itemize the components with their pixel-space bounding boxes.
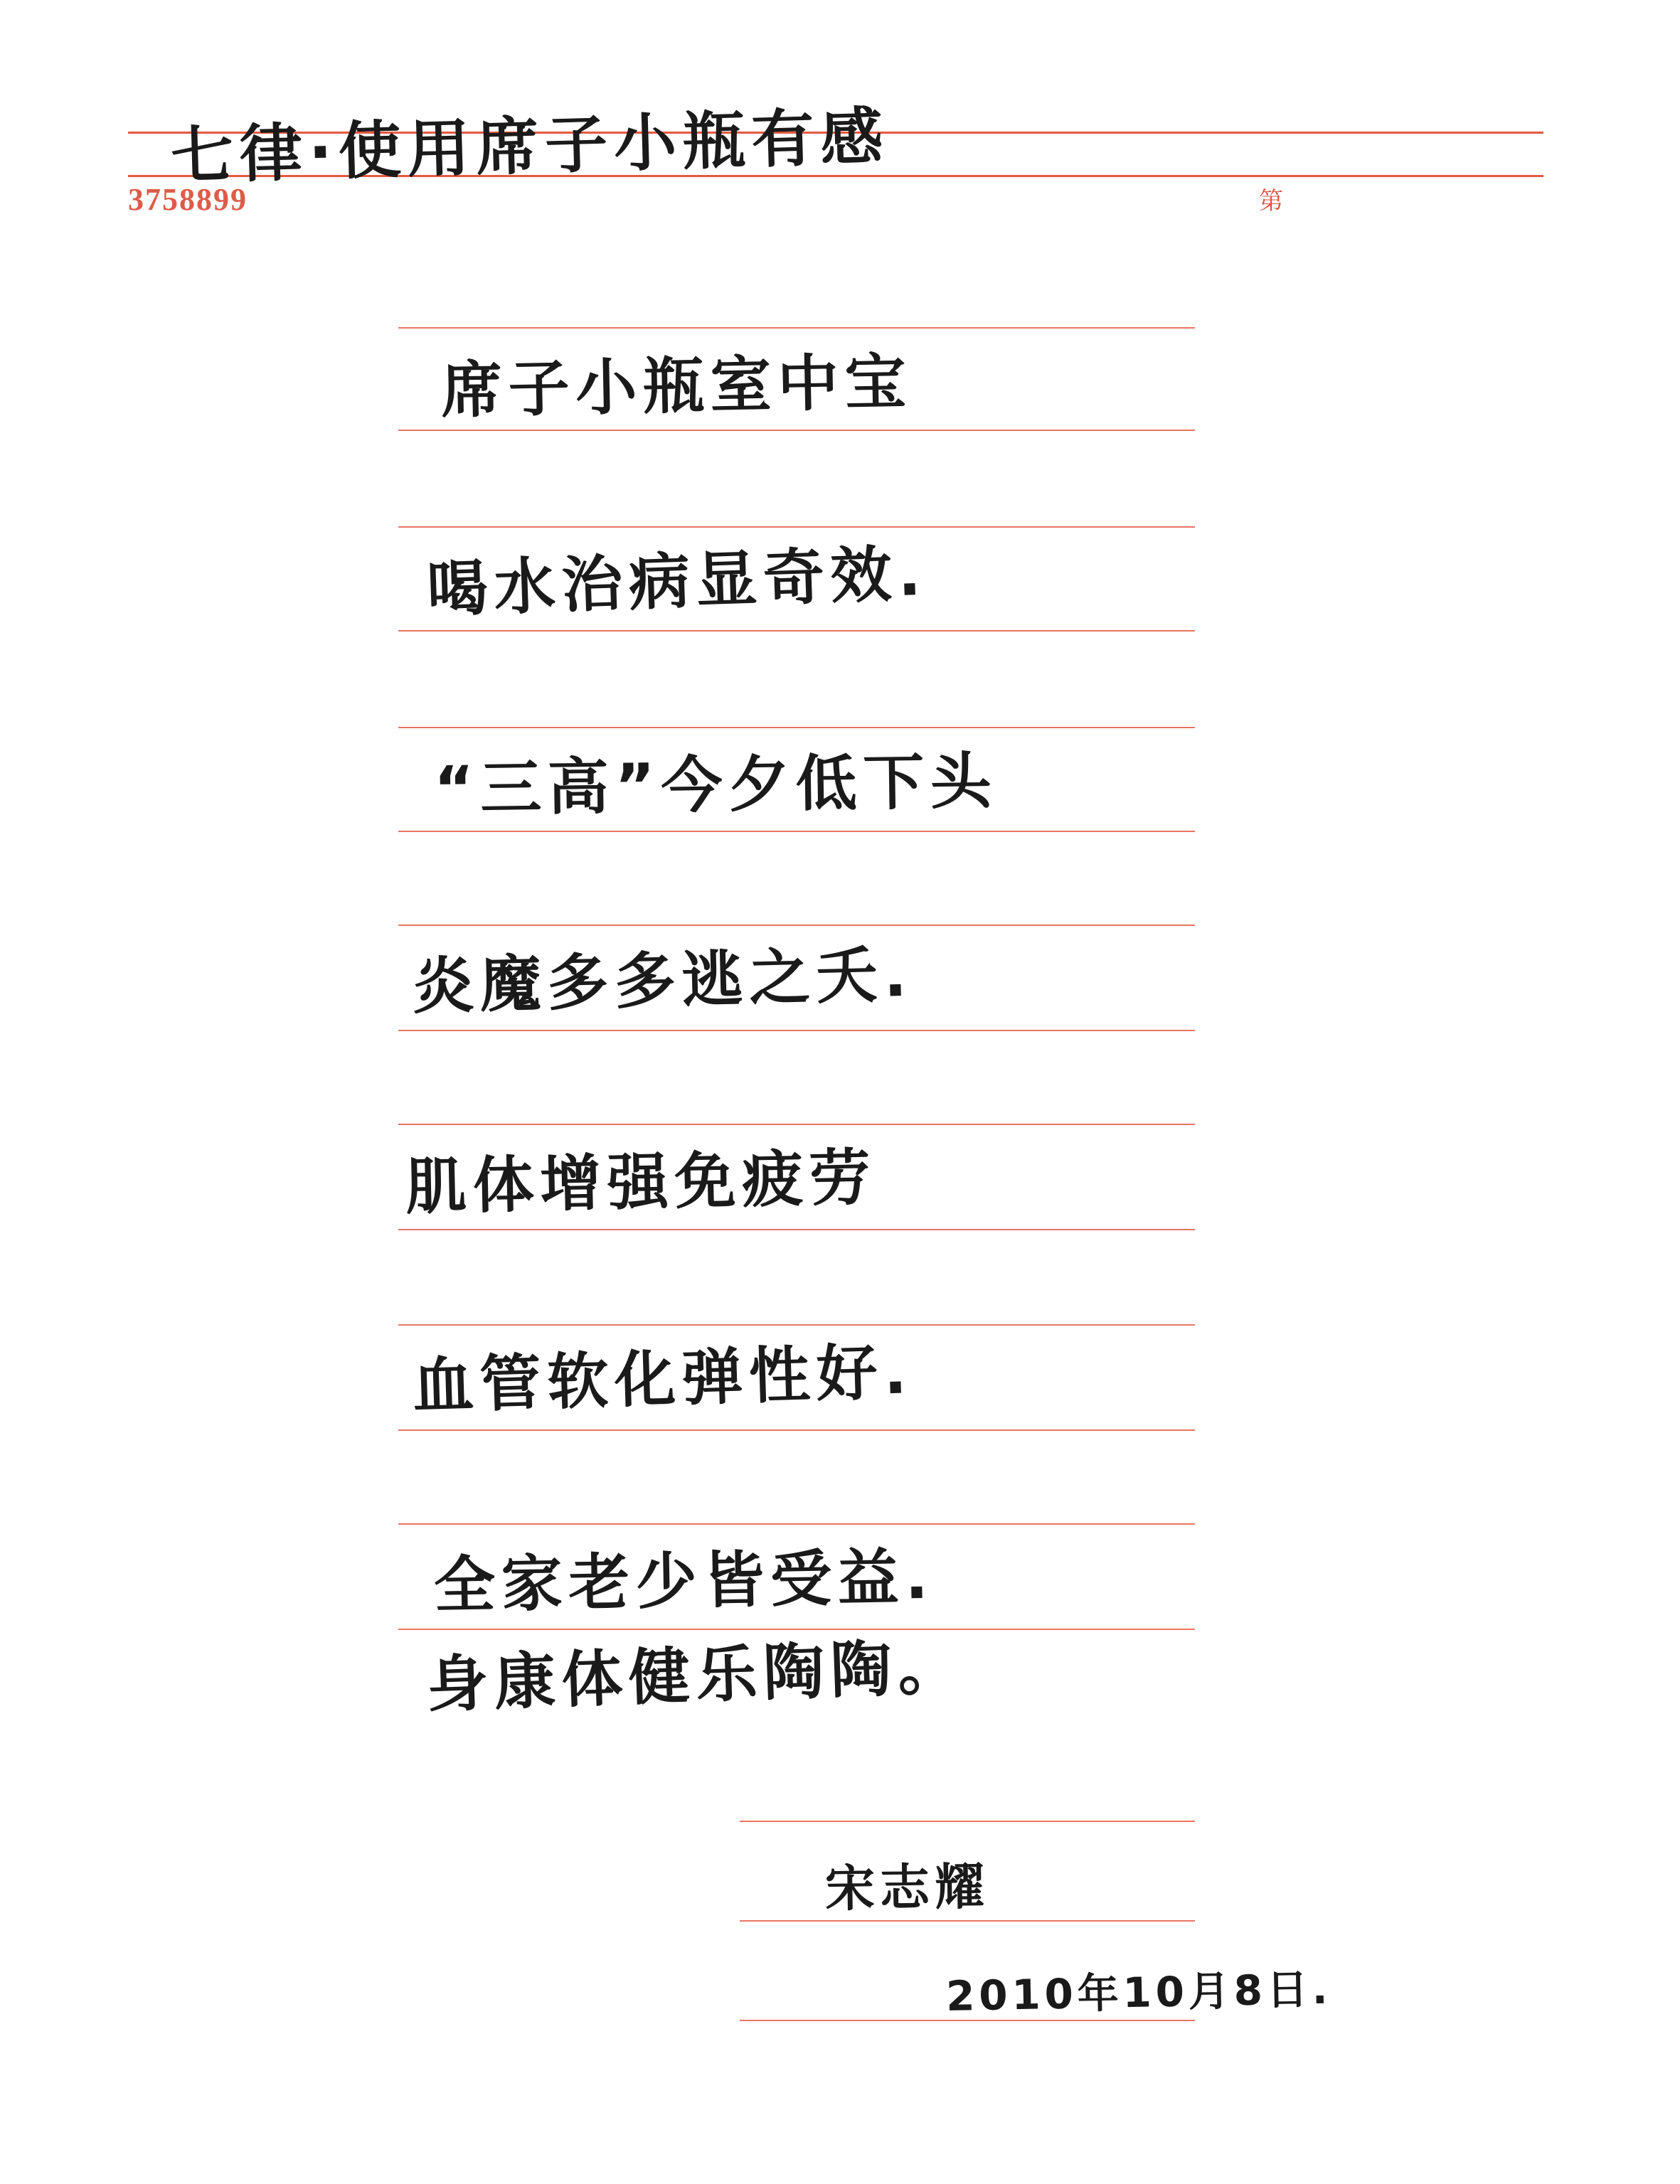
manuscript-title: 七律·使用席子小瓶有感 — [169, 99, 890, 193]
rule-line — [398, 925, 1195, 926]
date-written: 2010年10月8日. — [945, 1964, 1332, 2020]
poem-line: 喝水治病显奇效. — [425, 538, 929, 626]
rule-line — [398, 1429, 1195, 1431]
rule-line — [398, 1229, 1195, 1230]
poem-line: 席子小瓶室中宝 — [440, 346, 913, 427]
page-marker: 第 — [1259, 188, 1283, 215]
poem-line: 肌体增强免疲劳 — [405, 1142, 878, 1223]
serial-number: 3758899 — [128, 182, 248, 217]
rule-line — [398, 1523, 1195, 1525]
poem-line: 全家老少皆受益. — [433, 1541, 935, 1621]
rule-line — [398, 1124, 1195, 1125]
poem-line: 炎魔多多逃之夭. — [411, 939, 914, 1023]
rule-line — [398, 1030, 1195, 1031]
rule-line — [398, 831, 1195, 832]
rule-line — [398, 630, 1195, 632]
poem-line: “三高”今夕低下头 — [433, 745, 999, 825]
rule-line — [740, 1920, 1195, 1922]
signature: 宋志耀 — [824, 1857, 990, 1918]
poem-line: 血管软化弹性好. — [411, 1336, 914, 1422]
poem-line: 身康体健乐陶陶。 — [425, 1631, 967, 1721]
rule-line — [740, 1821, 1195, 1822]
rule-line — [398, 430, 1195, 431]
rule-line — [398, 327, 1195, 329]
rule-line — [398, 727, 1195, 728]
